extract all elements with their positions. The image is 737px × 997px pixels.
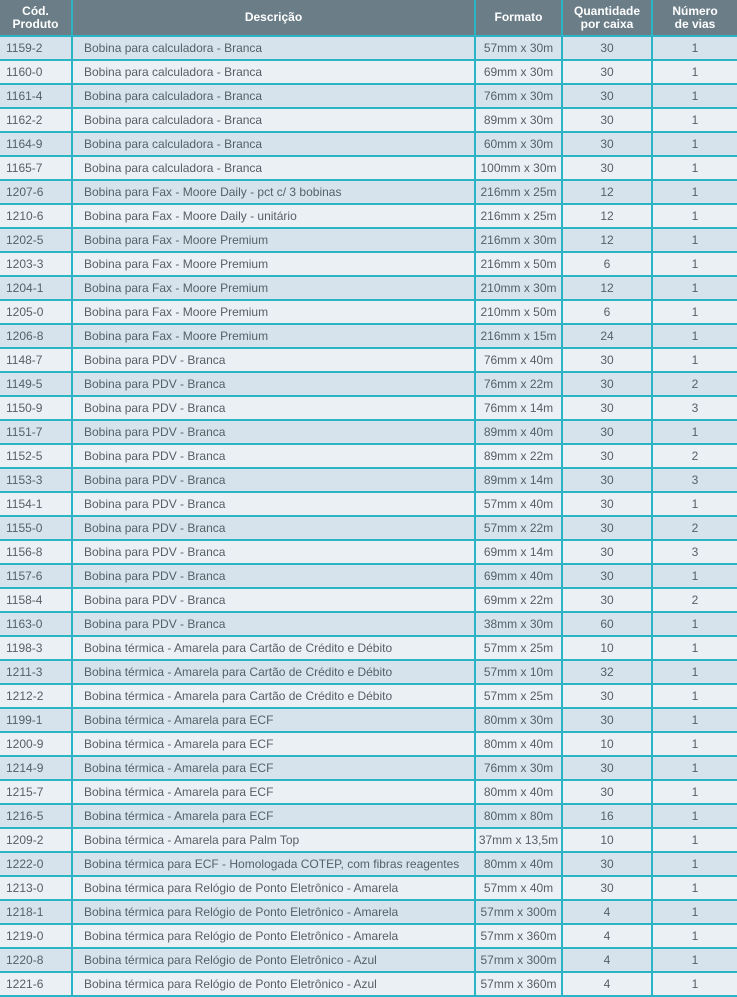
- vias-cell: 1: [652, 276, 737, 300]
- description-cell: Bobina térmica - Amarela para ECF: [72, 708, 475, 732]
- quantity-cell: 30: [562, 156, 652, 180]
- product-code-cell: 1220-8: [0, 948, 72, 972]
- description-cell: Bobina térmica - Amarela para Cartão de Crédito e Débito: [72, 660, 475, 684]
- product-code-cell: 1212-2: [0, 684, 72, 708]
- description-cell: Bobina para PDV - Branca: [72, 348, 475, 372]
- quantity-cell: 10: [562, 732, 652, 756]
- table-row: [0, 660, 737, 684]
- format-cell: 57mm x 40m: [475, 876, 562, 900]
- product-code-cell: 1221-6: [0, 972, 72, 996]
- product-code-cell: 1213-0: [0, 876, 72, 900]
- quantity-cell: 60: [562, 612, 652, 636]
- product-code-cell: 1218-1: [0, 900, 72, 924]
- table-row: [0, 252, 737, 276]
- header-code: [0, 0, 72, 36]
- vias-cell: 1: [652, 804, 737, 828]
- table-row: [0, 684, 737, 708]
- description-cell: Bobina para Fax - Moore Premium: [72, 228, 475, 252]
- table-row: [0, 420, 737, 444]
- quantity-cell: 30: [562, 420, 652, 444]
- product-code-cell: 1160-0: [0, 60, 72, 84]
- table-row: [0, 588, 737, 612]
- format-cell: 76mm x 30m: [475, 756, 562, 780]
- description-cell: Bobina para Fax - Moore Premium: [72, 300, 475, 324]
- product-code-cell: 1155-0: [0, 516, 72, 540]
- vias-cell: 1: [652, 300, 737, 324]
- format-cell: 57mm x 300m: [475, 948, 562, 972]
- vias-cell: 3: [652, 540, 737, 564]
- table-row: [0, 300, 737, 324]
- table-row: [0, 516, 737, 540]
- description-cell: Bobina para Fax - Moore Daily - pct c/ 3 bobinas: [72, 180, 475, 204]
- product-code-cell: 1153-3: [0, 468, 72, 492]
- vias-cell: 1: [652, 324, 737, 348]
- description-cell: Bobina para PDV - Branca: [72, 492, 475, 516]
- header-vias-line2: de vias: [674, 16, 716, 31]
- description-cell: Bobina térmica - Amarela para ECF: [72, 756, 475, 780]
- description-cell: Bobina térmica - Amarela para ECF: [72, 780, 475, 804]
- description-cell: Bobina para Fax - Moore Premium: [72, 324, 475, 348]
- product-code-cell: 1214-9: [0, 756, 72, 780]
- vias-cell: 1: [652, 780, 737, 804]
- vias-cell: 1: [652, 348, 737, 372]
- table-row: [0, 132, 737, 156]
- format-cell: 69mm x 14m: [475, 540, 562, 564]
- product-code-cell: 1149-5: [0, 372, 72, 396]
- product-code-cell: 1216-5: [0, 804, 72, 828]
- product-code-cell: 1203-3: [0, 252, 72, 276]
- format-cell: 69mm x 30m: [475, 60, 562, 84]
- header-description-label: Descrição: [244, 10, 303, 24]
- format-cell: 210mm x 50m: [475, 300, 562, 324]
- quantity-cell: 4: [562, 948, 652, 972]
- quantity-cell: 12: [562, 276, 652, 300]
- table-row: [0, 828, 737, 852]
- quantity-cell: 30: [562, 516, 652, 540]
- product-code-cell: 1161-4: [0, 84, 72, 108]
- table-row: [0, 804, 737, 828]
- description-cell: Bobina térmica - Amarela para Cartão de Crédito e Débito: [72, 684, 475, 708]
- quantity-cell: 30: [562, 588, 652, 612]
- description-cell: Bobina para calculadora - Branca: [72, 84, 475, 108]
- quantity-cell: 12: [562, 204, 652, 228]
- table-row: [0, 372, 737, 396]
- quantity-cell: 30: [562, 492, 652, 516]
- vias-cell: 1: [652, 732, 737, 756]
- quantity-cell: 30: [562, 60, 652, 84]
- table-header: [0, 0, 737, 36]
- description-cell: Bobina para PDV - Branca: [72, 444, 475, 468]
- vias-cell: 1: [652, 900, 737, 924]
- quantity-cell: 30: [562, 108, 652, 132]
- table-row: [0, 948, 737, 972]
- vias-cell: 2: [652, 516, 737, 540]
- format-cell: 80mm x 40m: [475, 852, 562, 876]
- header-vias: [652, 0, 737, 36]
- vias-cell: 1: [652, 84, 737, 108]
- table-row: [0, 348, 737, 372]
- quantity-cell: 30: [562, 756, 652, 780]
- format-cell: 57mm x 10m: [475, 660, 562, 684]
- format-cell: 89mm x 14m: [475, 468, 562, 492]
- product-code-cell: 1204-1: [0, 276, 72, 300]
- vias-cell: 1: [652, 564, 737, 588]
- vias-cell: 1: [652, 252, 737, 276]
- description-cell: Bobina para PDV - Branca: [72, 564, 475, 588]
- vias-cell: 1: [652, 36, 737, 60]
- header-code-line1: Cód.: [22, 3, 49, 18]
- format-cell: 89mm x 22m: [475, 444, 562, 468]
- description-cell: Bobina para PDV - Branca: [72, 612, 475, 636]
- vias-cell: 2: [652, 444, 737, 468]
- vias-cell: 1: [652, 612, 737, 636]
- vias-cell: 1: [652, 228, 737, 252]
- format-cell: 38mm x 30m: [475, 612, 562, 636]
- product-code-cell: 1210-6: [0, 204, 72, 228]
- quantity-cell: 30: [562, 348, 652, 372]
- description-cell: Bobina térmica para Relógio de Ponto Eletrônico - Azul: [72, 948, 475, 972]
- product-code-cell: 1209-2: [0, 828, 72, 852]
- product-code-cell: 1215-7: [0, 780, 72, 804]
- format-cell: 69mm x 40m: [475, 564, 562, 588]
- product-code-cell: 1165-7: [0, 156, 72, 180]
- vias-cell: 1: [652, 708, 737, 732]
- description-cell: Bobina térmica - Amarela para ECF: [72, 804, 475, 828]
- table-row: [0, 228, 737, 252]
- quantity-cell: 30: [562, 684, 652, 708]
- vias-cell: 2: [652, 372, 737, 396]
- format-cell: 69mm x 22m: [475, 588, 562, 612]
- description-cell: Bobina térmica para Relógio de Ponto Eletrônico - Amarela: [72, 876, 475, 900]
- product-code-cell: 1157-6: [0, 564, 72, 588]
- format-cell: 57mm x 22m: [475, 516, 562, 540]
- format-cell: 80mm x 80m: [475, 804, 562, 828]
- quantity-cell: 6: [562, 300, 652, 324]
- table-row: [0, 972, 737, 996]
- description-cell: Bobina para PDV - Branca: [72, 516, 475, 540]
- table-row: [0, 180, 737, 204]
- quantity-cell: 4: [562, 900, 652, 924]
- description-cell: Bobina para PDV - Branca: [72, 468, 475, 492]
- description-cell: Bobina para calculadora - Branca: [72, 132, 475, 156]
- product-code-cell: 1154-1: [0, 492, 72, 516]
- table-row: [0, 156, 737, 180]
- format-cell: 216mm x 25m: [475, 180, 562, 204]
- format-cell: 60mm x 30m: [475, 132, 562, 156]
- format-cell: 210mm x 30m: [475, 276, 562, 300]
- table-row: [0, 876, 737, 900]
- product-code-cell: 1205-0: [0, 300, 72, 324]
- quantity-cell: 30: [562, 540, 652, 564]
- product-code-cell: 1151-7: [0, 420, 72, 444]
- format-cell: 100mm x 30m: [475, 156, 562, 180]
- product-code-cell: 1198-3: [0, 636, 72, 660]
- quantity-cell: 10: [562, 636, 652, 660]
- description-cell: Bobina para PDV - Branca: [72, 396, 475, 420]
- table-row: [0, 276, 737, 300]
- header-quantity-line1: Quantidade: [573, 3, 640, 18]
- table-row: [0, 708, 737, 732]
- vias-cell: 1: [652, 156, 737, 180]
- product-code-cell: 1206-8: [0, 324, 72, 348]
- quantity-cell: 6: [562, 252, 652, 276]
- format-cell: 80mm x 30m: [475, 708, 562, 732]
- description-cell: Bobina para calculadora - Branca: [72, 60, 475, 84]
- format-cell: 37mm x 13,5m: [475, 828, 562, 852]
- quantity-cell: 30: [562, 468, 652, 492]
- description-cell: Bobina térmica - Amarela para ECF: [72, 732, 475, 756]
- vias-cell: 1: [652, 876, 737, 900]
- description-cell: Bobina térmica para Relógio de Ponto Eletrônico - Azul: [72, 972, 475, 996]
- table-row: [0, 468, 737, 492]
- description-cell: Bobina para Fax - Moore Premium: [72, 276, 475, 300]
- product-code-cell: 1159-2: [0, 36, 72, 60]
- quantity-cell: 4: [562, 972, 652, 996]
- table-row: [0, 444, 737, 468]
- product-code-cell: 1211-3: [0, 660, 72, 684]
- quantity-cell: 30: [562, 36, 652, 60]
- table-row: [0, 564, 737, 588]
- product-code-cell: 1199-1: [0, 708, 72, 732]
- product-code-cell: 1219-0: [0, 924, 72, 948]
- quantity-cell: 30: [562, 564, 652, 588]
- vias-cell: 1: [652, 636, 737, 660]
- table-row: [0, 540, 737, 564]
- vias-cell: 1: [652, 924, 737, 948]
- vias-cell: 1: [652, 204, 737, 228]
- product-code-cell: 1207-6: [0, 180, 72, 204]
- table-row: [0, 36, 737, 60]
- vias-cell: 1: [652, 108, 737, 132]
- table-row: [0, 108, 737, 132]
- quantity-cell: 30: [562, 852, 652, 876]
- table-row: [0, 84, 737, 108]
- format-cell: 57mm x 25m: [475, 636, 562, 660]
- table-row: [0, 900, 737, 924]
- table-row: [0, 612, 737, 636]
- description-cell: Bobina térmica para Relógio de Ponto Eletrônico - Amarela: [72, 924, 475, 948]
- table-row: [0, 492, 737, 516]
- vias-cell: 1: [652, 492, 737, 516]
- vias-cell: 1: [652, 756, 737, 780]
- vias-cell: 1: [652, 948, 737, 972]
- table-row: [0, 756, 737, 780]
- table-row: [0, 780, 737, 804]
- description-cell: Bobina para PDV - Branca: [72, 588, 475, 612]
- description-cell: Bobina térmica - Amarela para Palm Top: [72, 828, 475, 852]
- quantity-cell: 12: [562, 180, 652, 204]
- format-cell: 89mm x 30m: [475, 108, 562, 132]
- product-code-cell: 1152-5: [0, 444, 72, 468]
- format-cell: 76mm x 22m: [475, 372, 562, 396]
- product-code-cell: 1158-4: [0, 588, 72, 612]
- quantity-cell: 30: [562, 780, 652, 804]
- description-cell: Bobina para calculadora - Branca: [72, 108, 475, 132]
- product-code-cell: 1162-2: [0, 108, 72, 132]
- quantity-cell: 4: [562, 924, 652, 948]
- quantity-cell: 30: [562, 372, 652, 396]
- table-row: [0, 924, 737, 948]
- table-row: [0, 324, 737, 348]
- vias-cell: 1: [652, 660, 737, 684]
- quantity-cell: 32: [562, 660, 652, 684]
- header-quantity-line2: por caixa: [580, 16, 634, 31]
- quantity-cell: 24: [562, 324, 652, 348]
- product-code-cell: 1156-8: [0, 540, 72, 564]
- table-row: [0, 636, 737, 660]
- header-format: [475, 0, 562, 36]
- format-cell: 57mm x 360m: [475, 972, 562, 996]
- format-cell: 57mm x 30m: [475, 36, 562, 60]
- product-code-cell: 1222-0: [0, 852, 72, 876]
- quantity-cell: 12: [562, 228, 652, 252]
- format-cell: 216mm x 15m: [475, 324, 562, 348]
- vias-cell: 1: [652, 60, 737, 84]
- header-format-label: Formato: [494, 10, 543, 24]
- format-cell: 216mm x 50m: [475, 252, 562, 276]
- table-row: [0, 732, 737, 756]
- vias-cell: 1: [652, 180, 737, 204]
- product-code-cell: 1150-9: [0, 396, 72, 420]
- format-cell: 80mm x 40m: [475, 780, 562, 804]
- quantity-cell: 30: [562, 444, 652, 468]
- description-cell: Bobina para PDV - Branca: [72, 420, 475, 444]
- vias-cell: 1: [652, 420, 737, 444]
- header-code-line2: Produto: [12, 16, 59, 31]
- vias-cell: 3: [652, 396, 737, 420]
- table-row: [0, 60, 737, 84]
- product-code-cell: 1148-7: [0, 348, 72, 372]
- table-body: [0, 36, 737, 996]
- format-cell: 57mm x 360m: [475, 924, 562, 948]
- format-cell: 76mm x 30m: [475, 84, 562, 108]
- table-row: [0, 396, 737, 420]
- description-cell: Bobina térmica - Amarela para Cartão de Crédito e Débito: [72, 636, 475, 660]
- format-cell: 57mm x 25m: [475, 684, 562, 708]
- format-cell: 89mm x 40m: [475, 420, 562, 444]
- quantity-cell: 10: [562, 828, 652, 852]
- description-cell: Bobina para Fax - Moore Premium: [72, 252, 475, 276]
- vias-cell: 1: [652, 972, 737, 996]
- vias-cell: 1: [652, 852, 737, 876]
- header-quantity: [562, 0, 652, 36]
- table-row: [0, 852, 737, 876]
- quantity-cell: 30: [562, 876, 652, 900]
- description-cell: Bobina para calculadora - Branca: [72, 156, 475, 180]
- vias-cell: 1: [652, 132, 737, 156]
- quantity-cell: 30: [562, 84, 652, 108]
- format-cell: 76mm x 14m: [475, 396, 562, 420]
- format-cell: 76mm x 40m: [475, 348, 562, 372]
- vias-cell: 2: [652, 588, 737, 612]
- description-cell: Bobina para PDV - Branca: [72, 540, 475, 564]
- quantity-cell: 30: [562, 132, 652, 156]
- quantity-cell: 30: [562, 396, 652, 420]
- format-cell: 80mm x 40m: [475, 732, 562, 756]
- header-row: [0, 0, 737, 36]
- description-cell: Bobina térmica para Relógio de Ponto Eletrônico - Amarela: [72, 900, 475, 924]
- vias-cell: 1: [652, 684, 737, 708]
- format-cell: 57mm x 300m: [475, 900, 562, 924]
- product-code-cell: 1164-9: [0, 132, 72, 156]
- description-cell: Bobina para PDV - Branca: [72, 372, 475, 396]
- quantity-cell: 16: [562, 804, 652, 828]
- format-cell: 216mm x 25m: [475, 204, 562, 228]
- quantity-cell: 30: [562, 708, 652, 732]
- description-cell: Bobina para calculadora - Branca: [72, 36, 475, 60]
- description-cell: Bobina térmica para ECF - Homologada COTEP, com fibras reagentes: [72, 852, 475, 876]
- format-cell: 57mm x 40m: [475, 492, 562, 516]
- product-code-cell: 1200-9: [0, 732, 72, 756]
- header-vias-line1: Número: [672, 3, 718, 18]
- format-cell: 216mm x 30m: [475, 228, 562, 252]
- product-code-cell: 1163-0: [0, 612, 72, 636]
- vias-cell: 1: [652, 828, 737, 852]
- product-code-cell: 1202-5: [0, 228, 72, 252]
- vias-cell: 3: [652, 468, 737, 492]
- description-cell: Bobina para Fax - Moore Daily - unitário: [72, 204, 475, 228]
- header-description: [72, 0, 475, 36]
- table-row: [0, 204, 737, 228]
